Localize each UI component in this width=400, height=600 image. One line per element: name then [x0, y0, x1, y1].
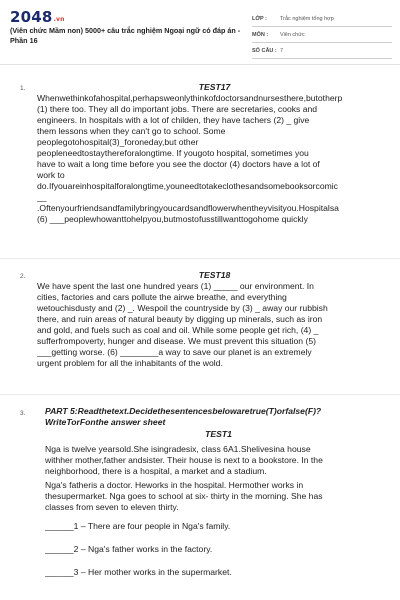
- text-line: sufferfrompoverty, hunger and disease. We must prevent this situation (5): [37, 336, 316, 346]
- page-header: [0, 0, 400, 62]
- question-3-body: [45, 406, 392, 578]
- question-divider: [0, 258, 400, 259]
- meta-key: LỚP :: [252, 15, 267, 22]
- question-title: TEST17: [198, 82, 231, 92]
- text-line: Nga's fatheris a doctor. Heworks in the hospital. Hermother works in: [45, 480, 304, 490]
- logo-text: 2048: [10, 8, 53, 26]
- meta-row-class: [252, 11, 392, 27]
- part-instruction: PART 5:Readthetext.Decidethesentencesbelowaretrue(T)orfalse(F)?: [45, 406, 322, 416]
- text-line: withher mother,father andsister. Their house is next to a bookstore. In the: [45, 455, 323, 465]
- question-1-body: [37, 82, 392, 225]
- text-line: Nga is twelve yearsold.She isingradesix, class 6A1.Shelivesina house: [45, 444, 311, 454]
- question-divider: [0, 394, 400, 395]
- site-logo[interactable]: [10, 8, 65, 26]
- text-line: urgent problem for all the inhabitants of the wold.: [37, 358, 223, 368]
- text-line: do.Ifyouareinhospitalforalongtime,youneedtotakeclothesandsomebooksorcomic: [37, 181, 338, 191]
- text-line: them lessons when they can't go to school. Some: [37, 126, 226, 136]
- true-false-item: ______1 – There are four people in Nga's family.: [45, 521, 231, 531]
- text-line: peopleneedtostaythereforalongtime. If yougoto hospital, sometimes you: [37, 148, 309, 158]
- text-line: (6) ___peoplewhowanttohelpyou,butmostofusstillwanttogohome quickly: [37, 214, 308, 224]
- meta-value: 7: [280, 47, 284, 54]
- text-line: Whenwethinkofahospital,perhapsweonlythinkofdoctorsandnursesthere,butotherp: [37, 93, 343, 103]
- true-false-item: ______2 – Nga's father works in the factory.: [45, 544, 213, 554]
- text-line: there, and ruin areas of natural beauty by digging up minerals, such as iron: [37, 314, 323, 324]
- text-line: engineers. In hospitals with a lot of childen, they have tachers (2) _ give: [37, 115, 310, 125]
- meta-row-count: [252, 43, 392, 59]
- text-line: have to wait a long time before you see the doctor (4) doctors have a lot of: [37, 159, 320, 169]
- text-line: wetouchisdusty and (2) _. Wespoil the countryside by (3) _ away our rubbish: [37, 303, 328, 313]
- logo-suffix: .vn: [53, 16, 65, 23]
- meta-key: SỐ CÂU :: [252, 47, 277, 54]
- document-title: (Viên chức Mầm non) 5000+ câu trắc nghiệm Ngoại ngữ có đáp án - Phần 16: [10, 26, 241, 45]
- document-meta: [252, 11, 392, 59]
- text-line: .Oftenyourfriendsandfamilybringyoucardsandflowerwhentheyvisityou.Hospitalsa: [37, 203, 339, 213]
- question-number: 3.: [20, 410, 26, 417]
- header-divider: [0, 64, 400, 65]
- text-line: cities, factories and cars pollute the airwe breathe, and everything: [37, 292, 287, 302]
- meta-row-subject: [252, 27, 392, 43]
- text-line: and gold, and fuels such as coal and oil. While some people get rich, (4) _: [37, 325, 319, 335]
- meta-key: MÔN :: [252, 31, 269, 38]
- question-2-body: [37, 270, 392, 369]
- question-title: TEST1: [205, 429, 232, 439]
- reading-paragraph: [45, 444, 392, 477]
- text-line: work to: [37, 170, 65, 180]
- reading-paragraph: [45, 480, 392, 513]
- meta-value: Trắc nghiệm tổng hợp: [280, 15, 334, 22]
- text-line: thesupermarket. Nga goes to school at six- thirty in the morning. She has: [45, 491, 323, 501]
- text-line: peoplegotohospital(3)_foroneday,but other: [37, 137, 199, 147]
- text-line: classes from seven to eleven thirty.: [45, 502, 179, 512]
- true-false-list: [45, 521, 392, 578]
- text-line: ___getting worse. (6) ________a way to save our planet is an extremely: [37, 347, 312, 357]
- meta-value: Viên chức: [280, 31, 305, 38]
- question-title: TEST18: [198, 270, 231, 280]
- text-line: __: [37, 192, 47, 202]
- part-instruction: WriteTorFonthe answer sheet: [45, 417, 166, 427]
- text-line: We have spent the last one hundred years (1) _____ our environment. In: [37, 281, 314, 291]
- question-number: 2.: [20, 273, 26, 280]
- true-false-item: ______3 – Her mother works in the supermarket.: [45, 567, 232, 577]
- text-line: neighborhood, there is a hospital, a market and a stadium.: [45, 466, 267, 476]
- text-line: (1) there too. They all do important jobs. There are secretaries, cooks and: [37, 104, 318, 114]
- question-number: 1.: [20, 85, 26, 92]
